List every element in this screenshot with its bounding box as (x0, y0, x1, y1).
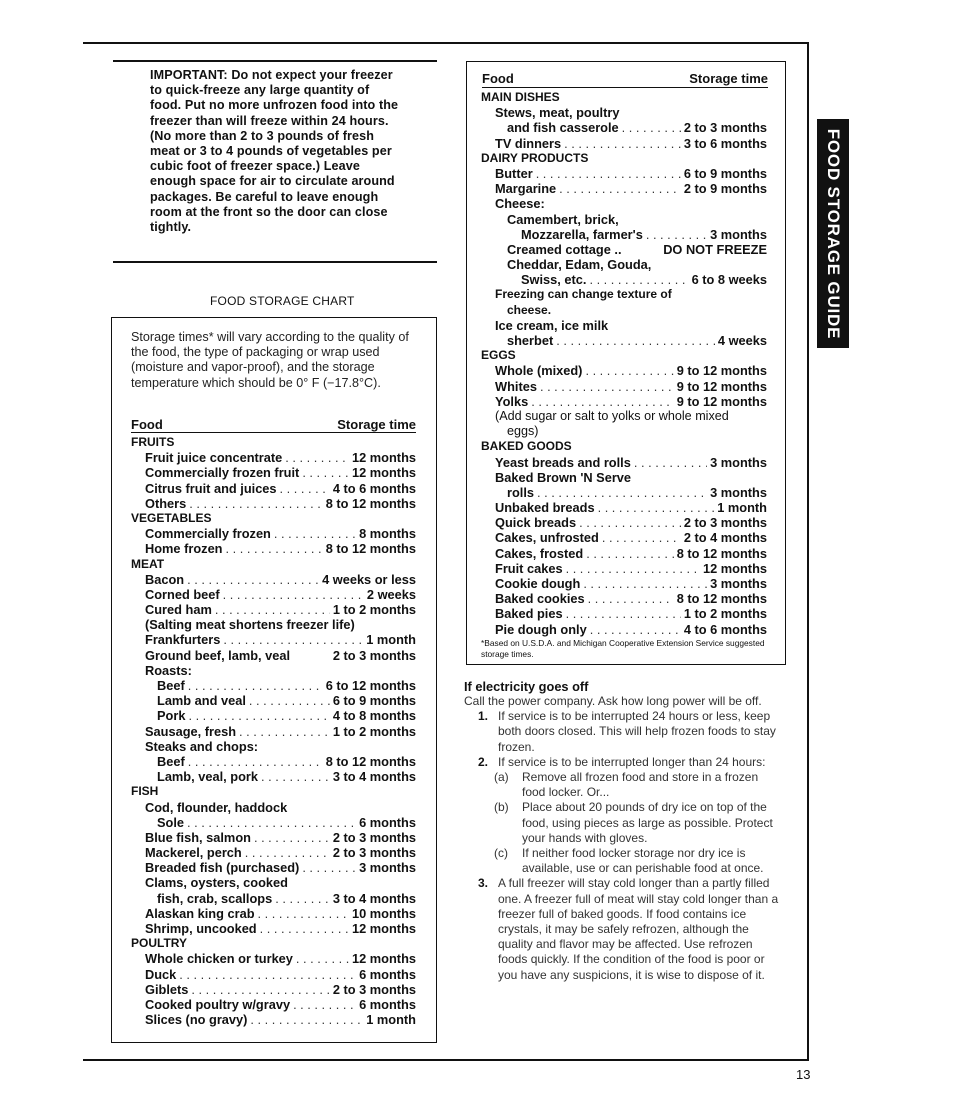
dot-leader (556, 333, 715, 348)
item-number: 2. (478, 754, 489, 769)
storage-row (481, 515, 767, 530)
electricity-item-1 (464, 709, 784, 755)
food-label: Frankfurters (145, 632, 221, 648)
storage-time: 4 to 6 months (332, 480, 416, 496)
food-label: Baked cookies (495, 591, 585, 607)
storage-row (131, 587, 416, 602)
food-label: Shrimp, uncooked (145, 921, 257, 936)
food-label: Swiss, etc. (521, 272, 587, 288)
right-rule (807, 42, 809, 1060)
dot-leader (296, 951, 349, 966)
storage-row (481, 470, 767, 485)
item-text: If service is to be interrupted 24 hours or less, keep both doors closed. This will help frozen foods to stay frozen. (498, 709, 776, 754)
storage-time: DO NOT FREEZE (663, 241, 767, 257)
storage-row (481, 242, 767, 257)
electricity-item-3 (464, 876, 784, 982)
storage-time: 3 to 6 months (683, 135, 767, 151)
dot-leader (258, 906, 349, 921)
storage-row (481, 227, 767, 242)
category-heading (131, 784, 416, 799)
storage-time: 8 to 12 months (676, 591, 767, 607)
food-label: Cakes, frosted (495, 545, 584, 561)
storage-row (131, 891, 416, 906)
food-label: FISH (131, 784, 159, 799)
right-table-header (482, 71, 768, 87)
dot-leader (223, 632, 363, 647)
storage-time: 3 months (359, 860, 416, 876)
storage-row (131, 481, 416, 496)
category-heading (131, 435, 416, 450)
food-label: Giblets (145, 981, 189, 997)
storage-row (131, 845, 416, 860)
storage-row (481, 257, 767, 272)
storage-row (481, 546, 767, 561)
food-label: Cod, flounder, haddock (145, 799, 288, 815)
storage-row (481, 287, 767, 302)
storage-intro: Storage times* will vary according to the quality of the food, the type of packaging or wrap used (moisture and vapor-proof), and the storage temperature which should be 0° F (−17.8°C). (131, 330, 409, 390)
category-heading (481, 439, 767, 454)
storage-time: 2 to 9 months (683, 181, 767, 197)
food-label: Cookie dough (495, 576, 581, 591)
storage-row (481, 303, 767, 318)
food-label: Mackerel, perch (145, 845, 242, 861)
dot-leader (537, 485, 707, 500)
dot-leader (215, 602, 330, 617)
food-label: Citrus fruit and juices (145, 480, 277, 496)
storage-row (481, 394, 767, 409)
food-label: fish, crab, scallops (157, 890, 273, 906)
storage-time: 1 month (366, 1012, 416, 1028)
subitem-letter: (a) (494, 770, 509, 785)
page-number: 13 (796, 1067, 811, 1082)
dot-leader (590, 622, 681, 637)
storage-time: 3 months (710, 226, 767, 242)
food-label: Cheddar, Edam, Gouda, (507, 257, 652, 273)
food-label: Mozzarella, farmer's (521, 226, 643, 242)
dot-leader (586, 546, 673, 561)
storage-row (131, 496, 416, 511)
storage-time: 2 to 4 months (683, 530, 767, 546)
storage-row (481, 606, 767, 621)
dot-leader (179, 967, 356, 982)
important-bottom-rule (113, 261, 437, 263)
dot-leader (564, 136, 681, 151)
storage-row (481, 530, 767, 545)
dot-leader (223, 587, 364, 602)
storage-row (131, 617, 416, 632)
food-label: Yolks (495, 393, 529, 409)
food-label: Creamed cottage .. (507, 241, 622, 257)
storage-row (481, 318, 767, 333)
storage-time: 12 months (703, 560, 767, 576)
category-heading (481, 151, 767, 166)
item-number: 3. (478, 876, 489, 891)
food-label: Freezing can change texture of (495, 287, 672, 302)
storage-time: 4 weeks or less (322, 571, 416, 587)
food-label: Lamb, veal, pork (157, 769, 258, 785)
electricity-subitem-b (464, 800, 784, 846)
category-heading (131, 557, 416, 572)
category-heading (481, 90, 767, 105)
food-label: Lamb and veal (157, 693, 246, 709)
food-label: Baked pies (495, 606, 563, 622)
food-label: and fish casserole (507, 120, 619, 136)
storage-row (481, 333, 767, 348)
storage-time: 2 to 3 months (332, 829, 416, 845)
food-label: Margarine (495, 181, 557, 197)
storage-row (131, 708, 416, 723)
left-table-header (131, 417, 416, 433)
food-label: (Add sugar or salt to yolks or whole mixed (495, 408, 729, 423)
storage-row (481, 272, 767, 287)
food-label: Clams, oysters, cooked (145, 875, 288, 891)
storage-time: 6 to 12 months (325, 678, 416, 693)
storage-time: 4 to 6 months (683, 621, 767, 637)
food-label: Ground beef, lamb, veal (145, 647, 291, 663)
food-label: Breaded fish (purchased) (145, 860, 300, 876)
food-label: Whole chicken or turkey (145, 951, 293, 967)
food-label: Butter (495, 165, 533, 181)
electricity-intro: Call the power company. Ask how long power will be off. (464, 694, 762, 708)
food-label: Quick breads (495, 515, 577, 531)
dot-leader (566, 606, 681, 621)
storage-row (131, 724, 416, 739)
storage-row (131, 450, 416, 465)
item-text: If service is to be interrupted longer than 24 hours: (498, 754, 766, 769)
storage-time: 8 to 12 months (676, 545, 767, 561)
food-label: Others (145, 495, 187, 511)
dot-leader (559, 181, 681, 196)
food-label: eggs) (507, 424, 539, 439)
item-number: 1. (478, 709, 489, 724)
food-label: Commercially frozen fruit (145, 465, 300, 481)
left-storage-list (131, 435, 416, 1027)
side-tab-label: FOOD STORAGE GUIDE (824, 128, 843, 339)
dot-leader (187, 815, 356, 830)
dot-leader (302, 860, 356, 875)
storage-time: 8 to 12 months (325, 753, 416, 769)
dot-leader (598, 500, 715, 515)
food-label: Whites (495, 378, 537, 394)
dot-leader (188, 678, 323, 693)
left-header-rule (131, 432, 416, 433)
storage-time: 1 to 2 months (683, 606, 767, 622)
storage-time: 6 months (359, 996, 416, 1012)
food-label: Steaks and chops: (145, 738, 259, 754)
food-label: (Salting meat shortens freezer life) (145, 617, 355, 633)
chart-title: FOOD STORAGE CHART (210, 294, 355, 308)
storage-row (481, 379, 767, 394)
food-label: VEGETABLES (131, 510, 212, 525)
electricity-item-2 (464, 755, 784, 770)
bottom-rule (83, 1059, 809, 1061)
dot-leader (239, 724, 330, 739)
storage-row (131, 526, 416, 541)
subitem-text: If neither food locker storage nor dry ice is available, use or can perishable food at once. (522, 846, 764, 876)
dot-leader (245, 845, 330, 860)
food-label: cheese. (507, 302, 552, 317)
storage-row (481, 424, 767, 439)
storage-row (481, 120, 767, 135)
food-label: Fruit juice concentrate (145, 450, 283, 466)
storage-row (131, 693, 416, 708)
right-storage-list (481, 90, 767, 637)
storage-time: 10 months (352, 905, 416, 921)
food-column-header: Food (131, 417, 163, 432)
dot-leader (302, 465, 349, 480)
storage-time: 3 to 4 months (332, 890, 416, 906)
storage-row (131, 921, 416, 936)
dot-leader (634, 455, 707, 470)
dot-leader (589, 272, 688, 287)
food-label: DAIRY PRODUCTS (481, 150, 589, 165)
storage-row (131, 739, 416, 754)
food-label: Whole (mixed) (495, 363, 583, 379)
food-label: TV dinners (495, 135, 562, 151)
food-label: Beef (157, 678, 185, 693)
storage-row (131, 800, 416, 815)
storage-row (131, 860, 416, 875)
food-label: FRUITS (131, 435, 175, 449)
food-label: Camembert, brick, (507, 211, 619, 227)
dot-leader (274, 526, 356, 541)
dot-leader (189, 496, 322, 511)
storage-row (131, 465, 416, 480)
food-label: MEAT (131, 556, 165, 571)
food-label: Fruit cakes (495, 560, 563, 576)
storage-row (131, 663, 416, 678)
storage-time: 4 weeks (717, 333, 767, 348)
important-notice: IMPORTANT: Do not expect your freezer to quick-freeze any large quantity of food. Put no more unfrozen food into the freezer than will freeze within 24 hours. (No more than 2 to 3 pounds of fresh meat or 3 to 4 pounds of vegetables per cubic foot of freezer space.) Leave enough space for air to circulate around packages. Be careful to leave enough room at the front so the door can close tightly. (150, 68, 399, 235)
storage-row (481, 212, 767, 227)
storage-time: 3 months (710, 484, 767, 500)
storage-row (481, 196, 767, 211)
storage-time: 3 to 4 months (332, 769, 416, 785)
dot-leader (579, 515, 681, 530)
food-label: Sausage, fresh (145, 723, 237, 739)
food-label: Roasts: (145, 662, 192, 678)
storage-time: 2 to 3 months (332, 845, 416, 861)
dot-leader (536, 166, 681, 181)
storage-time: 6 months (359, 814, 416, 830)
food-label: Yeast breads and rolls (495, 454, 631, 470)
food-label: Pork (157, 708, 186, 724)
storage-time: 9 to 12 months (676, 378, 767, 394)
food-label: POULTRY (131, 936, 187, 951)
storage-row (131, 678, 416, 693)
food-label: Duck (145, 966, 177, 982)
storage-row (131, 982, 416, 997)
subitem-text: Remove all frozen food and store in a frozen food locker. Or... (522, 770, 759, 800)
dot-leader (540, 379, 674, 394)
storage-time: 6 to 8 weeks (691, 272, 767, 288)
storage-time: 3 months (710, 576, 767, 591)
food-label: Ice cream, ice milk (495, 317, 609, 333)
dot-leader (187, 572, 319, 587)
storage-row (131, 572, 416, 587)
item-text: A full freezer will stay cold longer than a partly filled one. A freezer full of meat will stay cold longer than a freezer full of baked goods. If food contains ice crystals, it may be safely refrozen, although the quality and flavor may be affected. Use refrozen foods quickly. If the condition of the food is poor or you have any suspicions, it is wise to dispose of it. (498, 876, 779, 982)
food-label: BAKED GOODS (481, 439, 572, 454)
storage-time: 8 to 12 months (325, 541, 416, 557)
storage-row (481, 181, 767, 196)
storage-time: 1 to 2 months (332, 723, 416, 739)
storage-row (131, 875, 416, 890)
dot-leader (188, 754, 323, 769)
dot-leader (188, 708, 329, 723)
storage-time: 2 to 3 months (332, 647, 416, 663)
storage-row (481, 561, 767, 576)
storage-time: 8 to 12 months (325, 495, 416, 511)
storage-time: 12 months (352, 951, 416, 967)
right-header-rule (482, 87, 768, 88)
storage-time: 6 months (359, 966, 416, 982)
side-section-tab (817, 119, 849, 348)
storage-row (131, 541, 416, 556)
food-label: Cakes, unfrosted (495, 530, 599, 546)
storage-time: 4 to 8 months (332, 708, 416, 724)
food-label: Cooked poultry w/gravy (145, 996, 291, 1012)
food-label: Baked Brown 'N Serve (495, 469, 632, 485)
storage-row (481, 136, 767, 151)
food-label: Beef (157, 753, 185, 769)
food-label: sherbet (507, 333, 554, 348)
storage-row (481, 409, 767, 424)
storage-time: 6 to 9 months (683, 165, 767, 181)
dot-leader (260, 921, 349, 936)
food-label: Corned beef (145, 586, 220, 602)
storage-row (131, 769, 416, 784)
storage-time: 8 months (359, 526, 416, 542)
dot-leader (249, 693, 330, 708)
storage-row (481, 591, 767, 606)
storage-row (131, 754, 416, 769)
dot-leader (566, 561, 700, 576)
food-label: MAIN DISHES (481, 90, 560, 104)
top-rule (83, 42, 809, 44)
dot-leader (602, 530, 681, 545)
storage-row (481, 622, 767, 637)
storage-row (131, 632, 416, 647)
dot-leader (588, 591, 674, 606)
category-heading (131, 936, 416, 951)
storage-time: 2 to 3 months (683, 120, 767, 136)
important-top-rule (113, 60, 437, 62)
subitem-letter: (b) (494, 800, 509, 815)
food-label: Stews, meat, poultry (495, 105, 620, 121)
electricity-section (464, 694, 784, 983)
food-label: Blue fish, salmon (145, 829, 251, 845)
storage-row (131, 648, 416, 663)
storage-time: 1 to 2 months (332, 602, 416, 618)
food-label: Pie dough only (495, 621, 587, 637)
electricity-subitem-c (464, 846, 784, 876)
storage-row (131, 967, 416, 982)
storage-time: 9 to 12 months (676, 363, 767, 379)
dot-leader (622, 120, 681, 135)
storage-row (481, 105, 767, 120)
storage-time-column-header: Storage time (689, 71, 768, 86)
storage-time: 1 month (717, 500, 767, 516)
storage-time: 6 to 9 months (332, 693, 416, 709)
footnote: *Based on U.S.D.A. and Michigan Cooperative Extension Service suggested storage times. (481, 638, 765, 659)
dot-leader (285, 450, 349, 465)
food-label: EGGS (481, 348, 516, 363)
food-label: Slices (no gravy) (145, 1012, 248, 1028)
storage-time: 12 months (352, 465, 416, 481)
storage-time: 12 months (352, 450, 416, 466)
storage-row (131, 830, 416, 845)
storage-row (481, 363, 767, 378)
food-label: Home frozen (145, 541, 223, 557)
storage-row (131, 997, 416, 1012)
dot-leader (280, 481, 330, 496)
storage-row (481, 576, 767, 591)
food-label: Sole (157, 814, 185, 830)
category-heading (481, 348, 767, 363)
food-label: Bacon (145, 571, 185, 587)
storage-row (131, 602, 416, 617)
storage-row (481, 485, 767, 500)
dot-leader (275, 891, 330, 906)
subitem-text: Place about 20 pounds of dry ice on top of the food, using pieces as large as possible. Protect your hands with gloves. (522, 800, 773, 845)
storage-row (131, 815, 416, 830)
storage-time: 2 to 3 months (683, 515, 767, 531)
storage-time: 1 month (366, 632, 416, 648)
storage-row (481, 500, 767, 515)
dot-leader (250, 1012, 363, 1027)
storage-row (131, 1012, 416, 1027)
dot-leader (531, 394, 673, 409)
electricity-subitem-a (464, 770, 784, 800)
storage-time: 3 months (710, 454, 767, 470)
storage-time: 2 weeks (366, 586, 416, 602)
food-label: rolls (507, 484, 535, 500)
storage-row (131, 906, 416, 921)
storage-time-column-header: Storage time (337, 417, 416, 432)
food-label: Cheese: (495, 196, 545, 212)
dot-leader (191, 982, 329, 997)
food-label: Commercially frozen (145, 526, 271, 542)
storage-row (481, 166, 767, 181)
food-label: Unbaked breads (495, 500, 595, 516)
subitem-letter: (c) (494, 846, 508, 861)
food-column-header: Food (482, 71, 514, 86)
storage-row (131, 951, 416, 966)
food-label: Alaskan king crab (145, 905, 255, 921)
electricity-heading: If electricity goes off (464, 679, 589, 694)
storage-row (481, 455, 767, 470)
dot-leader (293, 997, 356, 1012)
dot-leader (254, 830, 330, 845)
category-heading (131, 511, 416, 526)
dot-leader (583, 576, 707, 591)
food-label: Cured ham (145, 602, 212, 618)
dot-leader (585, 363, 673, 378)
storage-time: 12 months (352, 921, 416, 936)
storage-time: 2 to 3 months (332, 981, 416, 997)
dot-leader (261, 769, 330, 784)
dot-leader (226, 541, 323, 556)
dot-leader (646, 227, 707, 242)
storage-time: 9 to 12 months (676, 393, 767, 409)
